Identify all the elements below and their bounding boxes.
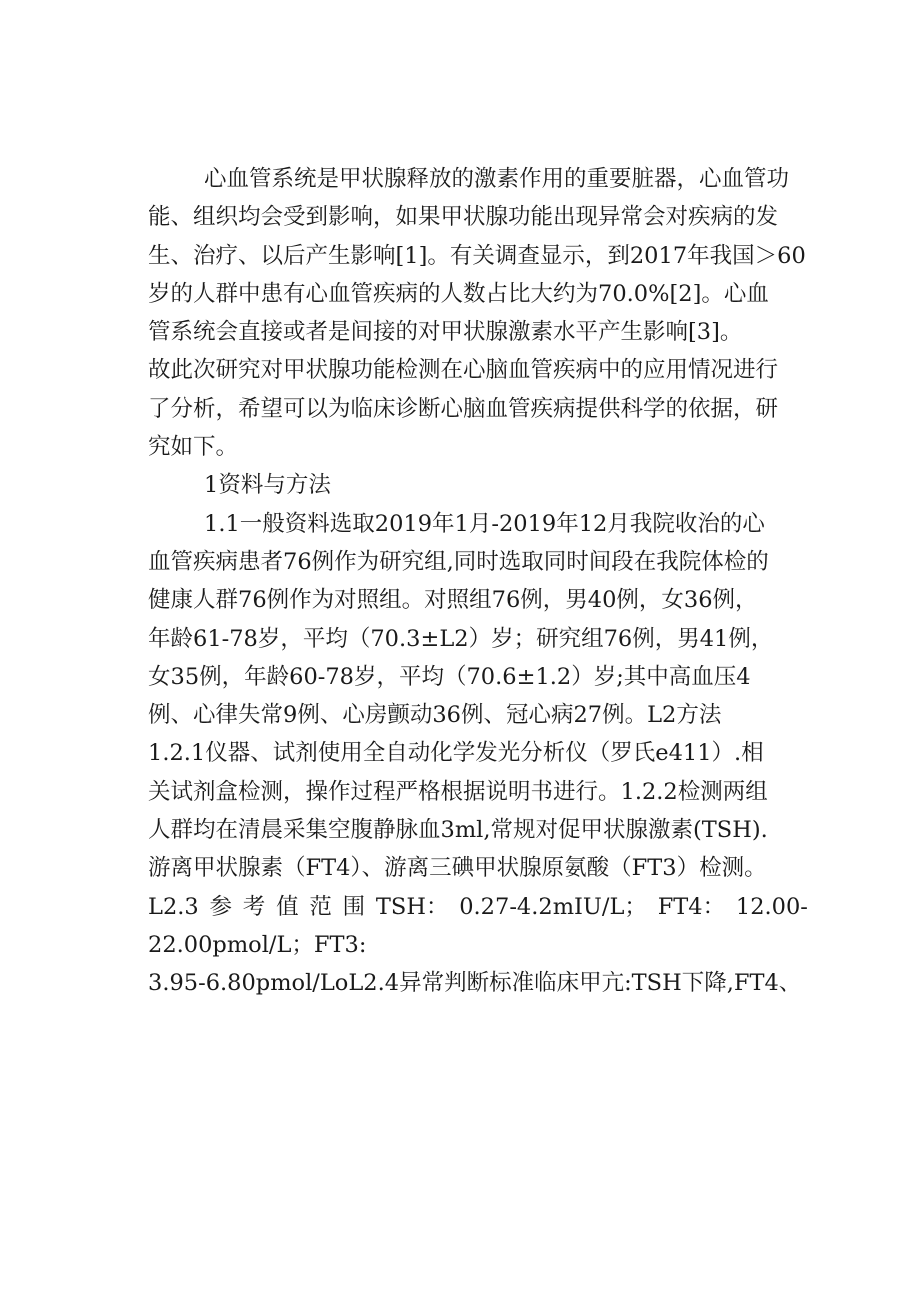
text-line: 例、心律失常9例、心房颤动36例、冠心病27例。L2方法: [148, 702, 722, 729]
text-line: 岁的人群中患有心血管疾病的人数占比大约为70.0%[2]。心血: [148, 280, 769, 307]
intro-paragraph: [148, 160, 808, 466]
section-heading: 1资料与方法: [204, 472, 331, 499]
text-line: 关试剂盒检测，操作过程严格根据说明书进行。1.2.2检测两组: [148, 778, 768, 805]
text-line: 故此次研究对甲状腺功能检测在心脑血管疾病中的应用情况进行: [148, 357, 779, 384]
ref-part: 考: [242, 893, 266, 920]
text-line: 人群均在清晨采集空腹静脉血3ml,常规对促甲状腺激素(TSH).: [148, 817, 768, 844]
ref-part: 围: [342, 893, 366, 920]
ref-part: FT4：: [657, 893, 726, 920]
text-line: 1.1一般资料选取2019年1月-2019年12月我院收治的心: [204, 510, 765, 537]
ref-part: 0.27-4.2mIU/L；: [459, 893, 647, 920]
criteria-paragraph: [148, 926, 808, 1003]
text-line: 究如下。: [148, 434, 239, 461]
ref-part: 12.00-: [735, 893, 808, 920]
text-line: 3.95-6.80pmol/LoL2.4异常判断标准临床甲亢:TSH下降,FT4、: [148, 970, 802, 997]
ref-part: 范: [309, 893, 332, 920]
text-line: 血管疾病患者76例作为研究组,同时选取同时间段在我院体检的: [148, 548, 769, 575]
text-line: 能、组织均会受到影响，如果甲状腺功能出现异常会对疾病的发: [148, 204, 779, 231]
ref-part: TSH：: [375, 893, 449, 920]
text-line: 心血管系统是甲状腺释放的激素作用的重要脏器，心血管功: [204, 166, 790, 192]
text-line: 游离甲状腺素（FT4）、游离三碘甲状腺原氨酸（FT3）检测。: [148, 855, 767, 882]
methods-paragraph: [148, 505, 808, 888]
text-line: 年龄61-78岁，平均（70.3±L2）岁；研究组76例，男41例，: [148, 625, 774, 652]
ref-part: L2.3: [148, 893, 199, 920]
text-line: 22.00pmol/L；FT3:: [148, 931, 367, 958]
text-line: 了分析，希望可以为临床诊断心脑血管疾病提供科学的依据，研: [148, 395, 779, 422]
ref-part: 值: [276, 893, 299, 920]
text-line: 1.2.1仪器、试剂使用全自动化学发光分析仪（罗氏e411）.相: [148, 740, 764, 767]
text-line: 健康人群76例作为对照组。对照组76例，男40例，女36例，: [148, 587, 758, 614]
ref-part: 参: [209, 893, 233, 920]
text-line: 管系统会直接或者是间接的对甲状腺激素水平产生影响[3]。: [148, 319, 743, 346]
document-body: [148, 160, 808, 1003]
text-line: 女35例，年龄60-78岁，平均（70.6±1.2）岁;其中高血压4: [148, 663, 751, 690]
reference-values-line: [148, 888, 808, 926]
text-line: 生、治疗、以后产生影响[1]。有关调查显示，到2017年我国＞60: [148, 242, 806, 269]
